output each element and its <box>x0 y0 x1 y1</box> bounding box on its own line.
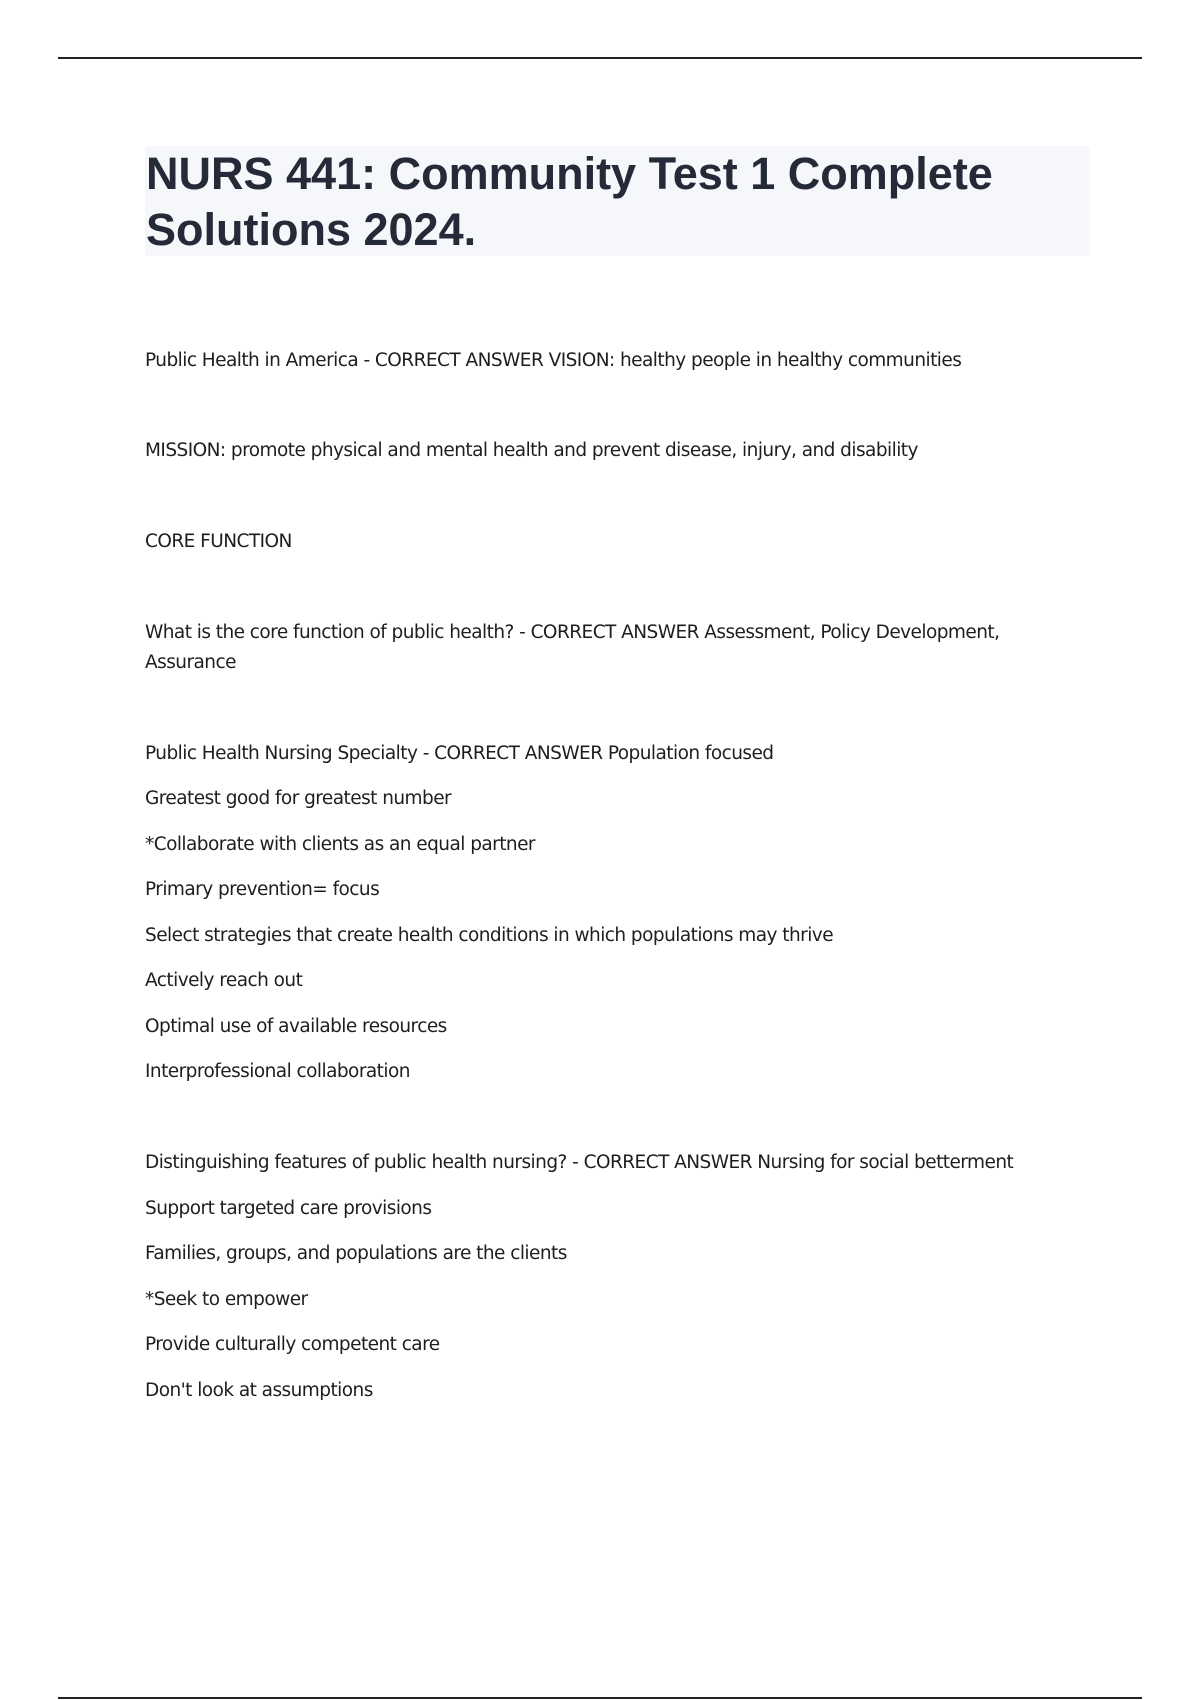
entry-core-function-continuation: Assurance <box>145 652 236 673</box>
entry-collaborate: *Collaborate with clients as an equal partner <box>145 834 535 855</box>
page-title <box>146 146 1091 258</box>
footer-rule <box>58 1697 1142 1699</box>
entry-interprofessional: Interprofessional collaboration <box>145 1061 410 1082</box>
entry-optimal-resources: Optimal use of available resources <box>145 1016 447 1037</box>
entry-core-function-question: What is the core function of public health? - CORRECT ANSWER Assessment, Policy Development, <box>145 622 1000 643</box>
entry-core-function-heading: CORE FUNCTION <box>145 531 292 552</box>
entry-seek-empower: *Seek to empower <box>145 1289 308 1310</box>
entry-mission: MISSION: promote physical and mental health and prevent disease, injury, and disability <box>145 440 918 461</box>
entry-families-groups: Families, groups, and populations are the clients <box>145 1243 567 1264</box>
entry-distinguishing-features: Distinguishing features of public health nursing? - CORRECT ANSWER Nursing for social betterment <box>145 1152 1014 1173</box>
entry-actively-reach-out: Actively reach out <box>145 970 303 991</box>
entry-public-health-america: Public Health in America - CORRECT ANSWER VISION: healthy people in healthy communities <box>145 350 962 371</box>
entry-culturally-competent: Provide culturally competent care <box>145 1334 440 1355</box>
entry-primary-prevention: Primary prevention= focus <box>145 879 380 900</box>
entry-select-strategies: Select strategies that create health conditions in which populations may thrive <box>145 925 834 946</box>
entry-greatest-good: Greatest good for greatest number <box>145 788 452 809</box>
title-line-2: Solutions 2024. <box>146 204 477 255</box>
entry-phn-specialty: Public Health Nursing Specialty - CORRECT ANSWER Population focused <box>145 743 774 764</box>
entry-targeted-care: Support targeted care provisions <box>145 1198 432 1219</box>
header-rule <box>58 57 1142 59</box>
entry-assumptions: Don't look at assumptions <box>145 1380 373 1401</box>
title-block <box>145 146 1090 256</box>
title-line-1: NURS 441: Community Test 1 Complete <box>146 148 993 199</box>
